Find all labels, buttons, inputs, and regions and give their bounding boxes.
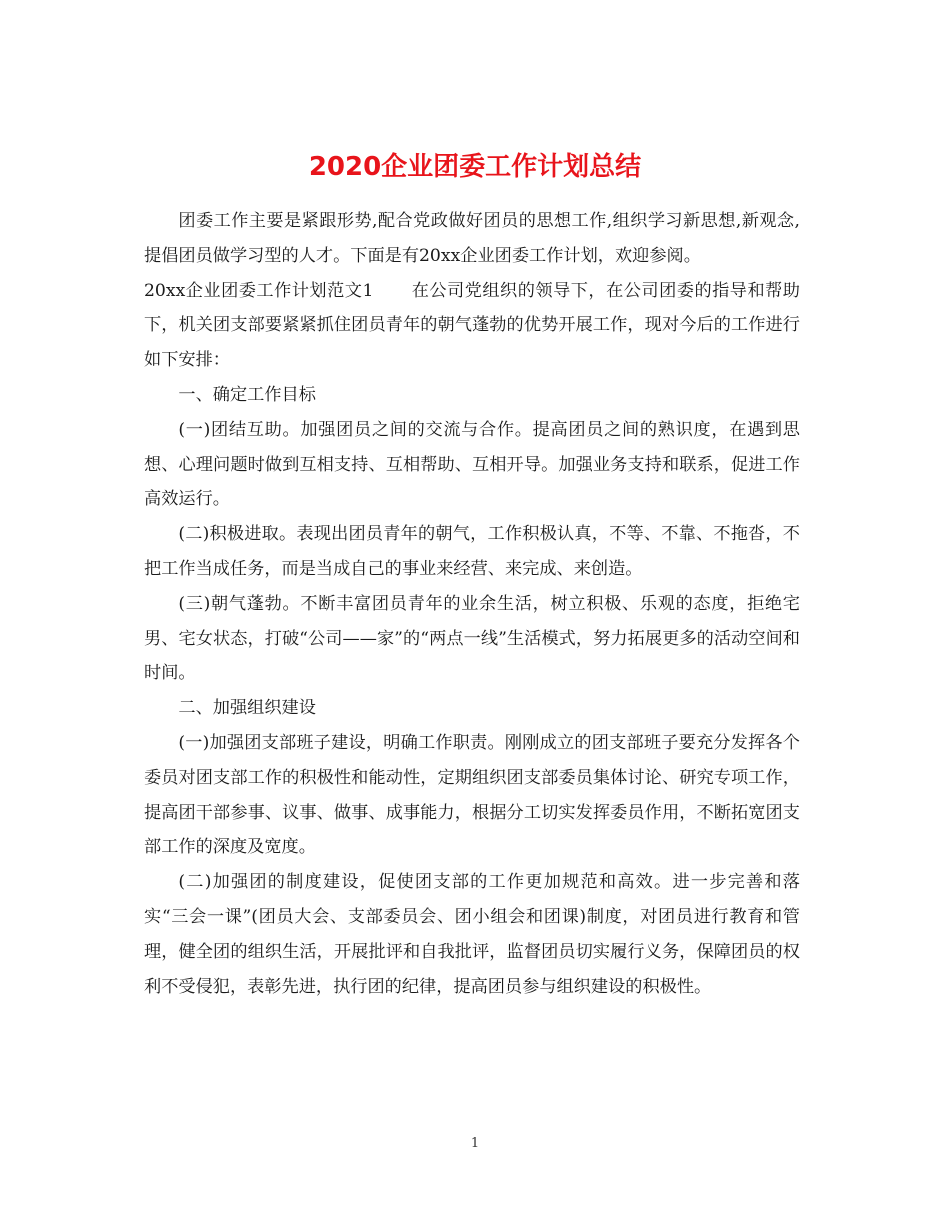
document-body (144, 204, 800, 1004)
sample-paragraph (144, 274, 800, 378)
org-item-system: (二)加强团的制度建设，促使团支部的工作更加规范和高效。进一步完善和落实“三会一课”(团员大会、支部委员会、团小组会和团课)制度，对团员进行教育和管理，健全团的组织生活，开展批评和自我批评，监督团员切实履行义务，保障团员的权利不受侵犯，表彰先进，执行团的纪律，提高团员参与组织建设的积极性。 (144, 872, 800, 997)
goal-item-vitality: (三)朝气蓬勃。不断丰富团员青年的业余生活，树立积极、乐观的态度，拒绝宅男、宅女状态，打破“公司——家”的“两点一线”生活模式，努力拓展更多的活动空间和时间。 (144, 593, 800, 684)
section-heading-goals: 一、确定工作目标 (178, 384, 316, 405)
goal-item-unity: (一)团结互助。加强团员之间的交流与合作。提高团员之间的熟识度，在遇到思想、心理问题时做到互相支持、互相帮助、互相开导。加强业务支持和联系，促进工作高效运行。 (144, 419, 800, 510)
intro-paragraph: 团委工作主要是紧跟形势,配合党政做好团员的思想工作,组织学习新思想,新观念,提倡团员做学习型的人才。下面是有20xx企业团委工作计划，欢迎参阅。 (144, 211, 800, 266)
document-title: 2020企业团委工作计划总结 (308, 152, 642, 183)
goal-item-initiative: (二)积极进取。表现出团员青年的朝气，工作积极认真，不等、不靠、不拖沓，不把工作当成任务，而是当成自己的事业来经营、来完成、来创造。 (144, 524, 800, 579)
section-heading-organization: 二、加强组织建设 (178, 698, 316, 719)
page-number: 1 (470, 1136, 480, 1151)
org-item-leadership: (一)加强团支部班子建设，明确工作职责。刚刚成立的团支部班子要充分发挥各个委员对团支部工作的积极性和能动性，定期组织团支部委员集体讨论、研究专项工作，提高团干部参事、议事、做事、成事能力，根据分工切实发挥委员作用，不断拓宽团支部工作的深度及宽度。 (144, 732, 800, 858)
sample-opening-text: 在公司党组织的领导下，在公司团委的指导和帮助下，机关团支部要紧紧抓住团员青年的朝气蓬勃的优势开展工作，现对今后的工作进行如下安排： (144, 280, 800, 371)
sample-heading: 20xx企业团委工作计划范文1 (144, 280, 374, 301)
